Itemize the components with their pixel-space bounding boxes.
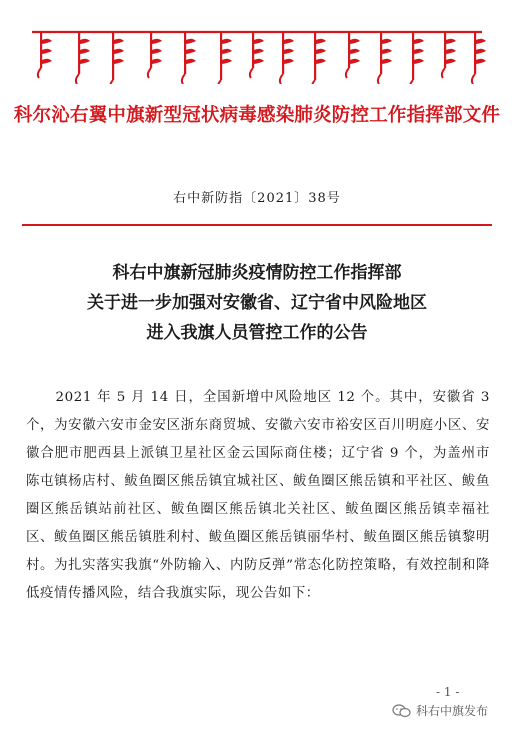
document-number: 右中新防指〔2021〕38号 [173, 191, 341, 206]
page-number: - 1 - [436, 685, 460, 699]
red-divider [22, 224, 492, 226]
org-title: 科尔沁右翼中旗新型冠状病毒感染肺炎防控工作指挥部文件 [13, 105, 501, 126]
title-line-3: 进入我旗人员管控工作的公告 [146, 323, 368, 343]
title-line-1: 科右中旗新冠肺炎疫情防控工作指挥部 [112, 263, 402, 283]
wechat-account-icon [392, 704, 412, 718]
mongolian-script-header-icon [28, 26, 486, 84]
announcement-title [0, 258, 514, 348]
watermark-text: 科右中旗发布 [416, 704, 489, 718]
body-paragraph: 2021 年 5 月 14 日，全国新增中风险地区 12 个。其中，安徽省 3 个，为安徽六安市金安区浙东商贸城、安徽六安市裕安区百川明庭小区、安徽合肥市肥西县上派镇卫星社区金云国际商住楼；辽宁省 9 个，为盖州市陈屯镇杨店村、鲅鱼圈区熊岳镇宜城社区、鲅鱼圈区熊岳镇和平社区、鲅鱼圈区熊岳镇站前社区、鲅鱼圈区熊岳镇北关社区、鲅鱼圈区熊岳镇幸福社区、鲅鱼圈区熊岳镇胜利村、鲅鱼圈区熊岳镇丽华村、鲅鱼圈区熊岳镇黎明村。为扎实落实我旗“外防输入、内防反弹”常态化防控策略，有效控制和降低疫情传播风险，结合我旗实际，现公告如下： [26, 390, 490, 601]
watermark [392, 702, 488, 719]
title-line-2: 关于进一步加强对安徽省、辽宁省中风险地区 [87, 293, 427, 313]
body-text [26, 384, 490, 608]
